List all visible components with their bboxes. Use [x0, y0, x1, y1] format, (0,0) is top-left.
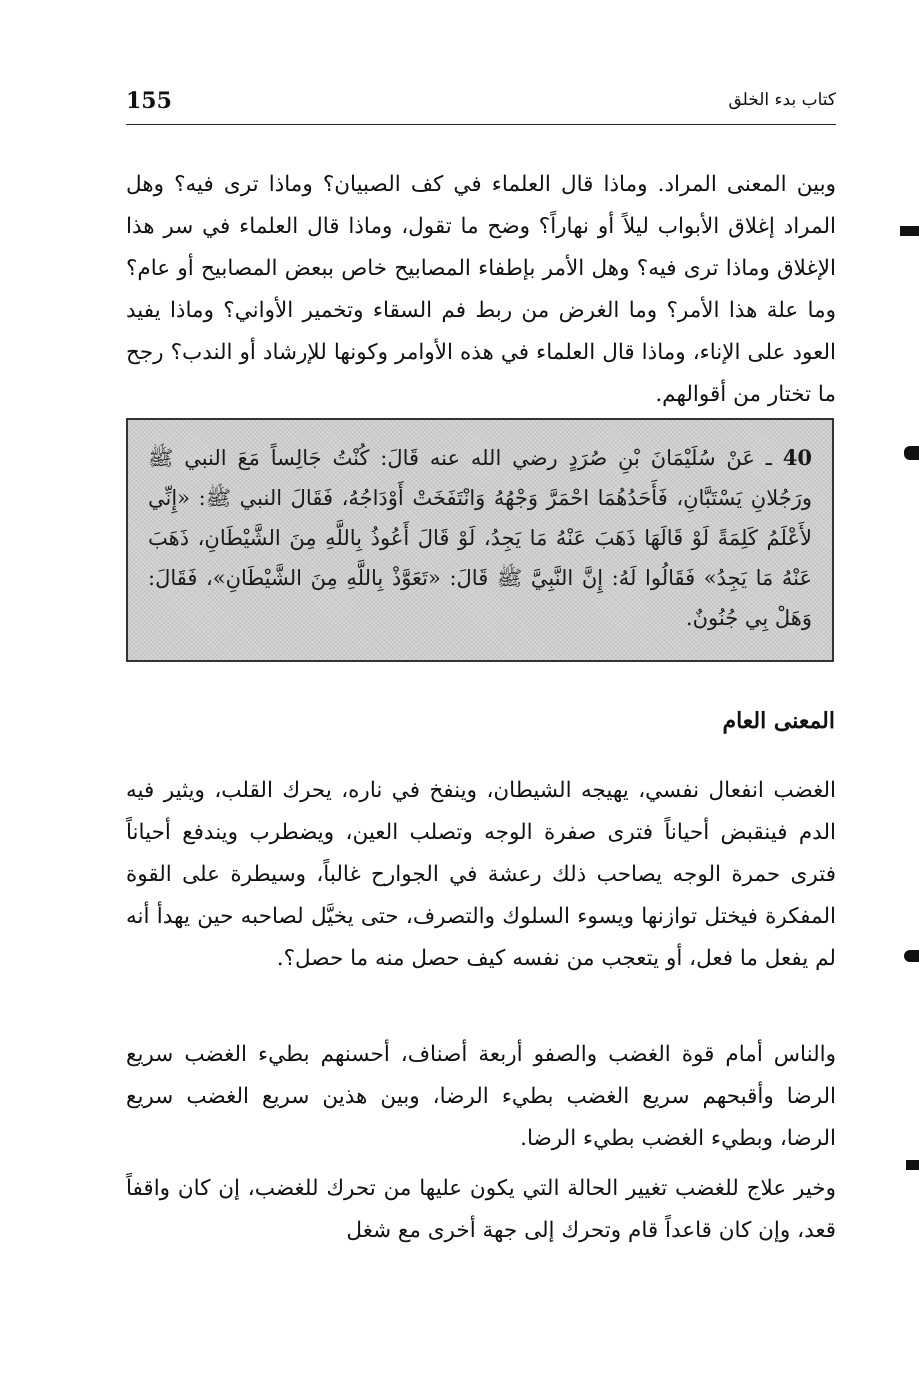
margin-mark: [906, 1160, 919, 1170]
page-header: [126, 88, 836, 126]
paragraph-anger-definition: الغضب انفعال نفسي، يهيجه الشيطان، وينفخ في ناره، يحرك القلب، ويثير فيه الدم فينقبض أحياناً فترى صفرة الوجه وتصلب العين، ويضطرب ويندفع أحياناً فترى حمرة الوجه يصاحب ذلك رعشة في الجوارح غالباً، وسيطرة على القوة المفكرة فيختل توازنها ويسوء السلوك والتصرف، حتى يخيَّل لصاحبه حين يهدأ أنه لم يفعل ما فعل، أو يتعجب من نفسه كيف حصل منه ما حصل؟.: [126, 778, 836, 971]
hadith-number: 40: [782, 445, 812, 470]
margin-mark: [900, 226, 919, 236]
paragraph-anger-cure: وخير علاج للغضب تغيير الحالة التي يكون عليها من تحرك للغضب، إن كان واقفاً قعد، وإن كان قاعداً قام وتحرك إلى جهة أخرى مع شغل: [126, 1176, 836, 1243]
paragraph-four-types: والناس أمام قوة الغضب والصفو أربعة أصناف، أحسنهم بطيء الغضب سريع الرضا وأقبحهم سريع الغضب بطيء الرضا، وبين هذين سريع الغضب سريع الرضا، وبطيء الغضب بطيء الرضا.: [126, 1042, 836, 1151]
hadith-box: [126, 418, 834, 662]
header-rule: [126, 124, 836, 125]
hadith-text: ـ عَنْ سُلَيْمَانَ بْنِ صُرَدٍ رضي الله عنه قَالَ: كُنْتُ جَالِساً مَعَ النبي ﷺ ورَجُلانِ يَسْتَبَّانِ، فَأَحَدُهُمَا احْمَرَّ وَجْهُهُ وَانْتَفَخَتْ أَوْدَاجُهُ، فَقَالَ النبي ﷺ: «إِنِّي لأَعْلَمُ كَلِمَةً لَوْ قَالَهَا ذَهَبَ عَنْهُ مَا يَجِدُ، لَوْ قَالَ أَعُوذُ بِاللَّهِ مِنَ الشَّيْطَانِ، ذَهَبَ عَنْهُ مَا يَجِدُ» فَقَالُوا لَهُ: إِنَّ النَّبِيَّ ﷺ قَالَ: «تَعَوَّذْ بِاللَّهِ مِنَ الشَّيْطَانِ»، فَقَالَ: وَهَلْ بِي جُنُونٌ.: [148, 446, 812, 630]
intro-paragraph: وبين المعنى المراد. وماذا قال العلماء في كف الصبيان؟ وماذا ترى فيه؟ وهل المراد إغلاق الأبواب ليلاً أو نهاراً؟ وضح ما تقول، وماذا قال العلماء في سر هذا الإغلاق وماذا ترى فيه؟ وهل الأمر بإطفاء المصابيح خاص ببعض المصابيح أو عام؟ وما علة هذا الأمر؟ وما الغرض من ربط فم السقاء وتخمير الأواني؟ وماذا يفيد العود على الإناء، وماذا قال العلماء في هذه الأوامر وكونها للإرشاد أو الندب؟ رجح ما تختار من أقوالهم.: [126, 172, 836, 407]
page-number: 155: [126, 88, 172, 114]
running-title: كتاب بدء الخلق: [728, 90, 836, 110]
margin-mark: [904, 446, 919, 460]
margin-mark: [904, 950, 919, 962]
hadith-text-block: [148, 438, 812, 638]
section-heading: المعنى العام: [722, 708, 835, 734]
